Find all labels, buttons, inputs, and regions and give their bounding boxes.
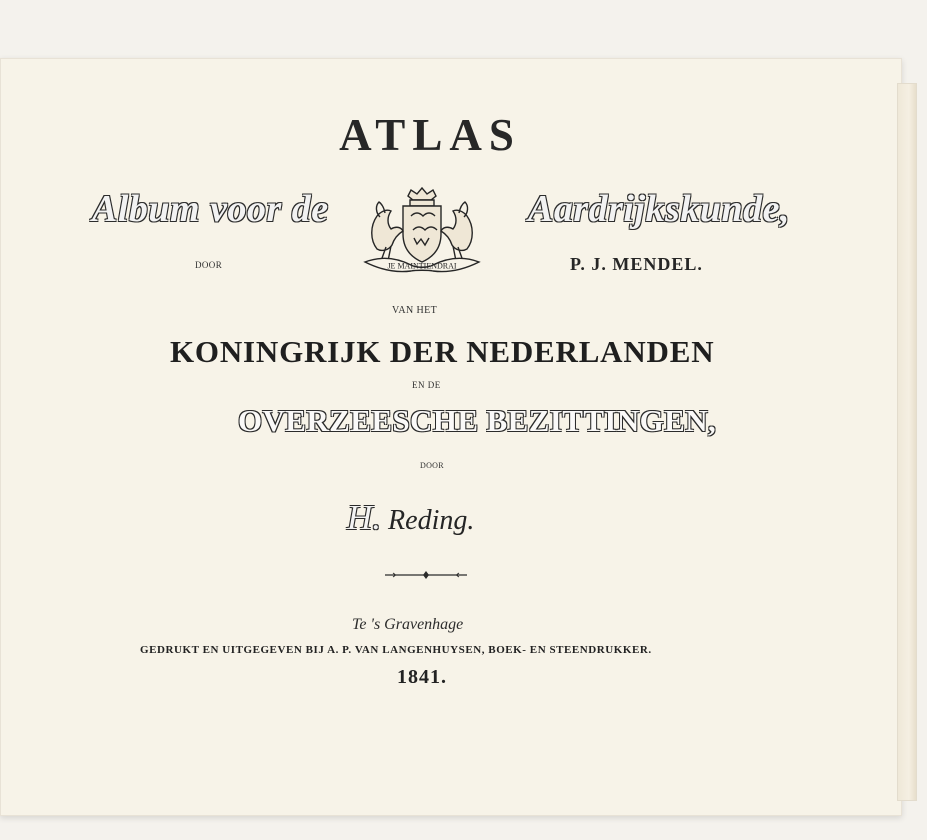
door-center: DOOR [420,461,444,470]
van-het: VAN HET [392,305,438,316]
door-left: DOOR [195,260,223,270]
album-right-text: Aardrijkskunde, [528,188,790,230]
page-edge [897,83,917,801]
atlas-title: ATLAS [339,110,521,160]
emblem-motto: JE MAINTIENDRAI [387,261,457,271]
author-mendel: P. J. MENDEL. [570,254,703,274]
coat-of-arms-icon [347,182,497,282]
printer-line: GEDRUKT EN UITGEGEVEN BIJ A. P. VAN LANGENHUYSEN, BOEK- EN STEENDRUKKER. [140,644,652,656]
en-de: EN DE [412,380,441,390]
kingdom-heading: KONINGRIJK DER NEDERLANDEN [170,334,715,369]
ornamental-rule-icon [383,569,469,581]
author-reding [347,500,474,535]
overseas-heading: OVERZEESCHE BEZITTINGEN, [238,403,717,438]
author-reding-initial: H. [347,498,382,537]
author-reding-name: Reding. [388,505,475,536]
publication-year: 1841. [397,666,447,688]
album-left-text: Album voor de [92,188,329,230]
place-line: Te 's Gravenhage [352,616,464,633]
